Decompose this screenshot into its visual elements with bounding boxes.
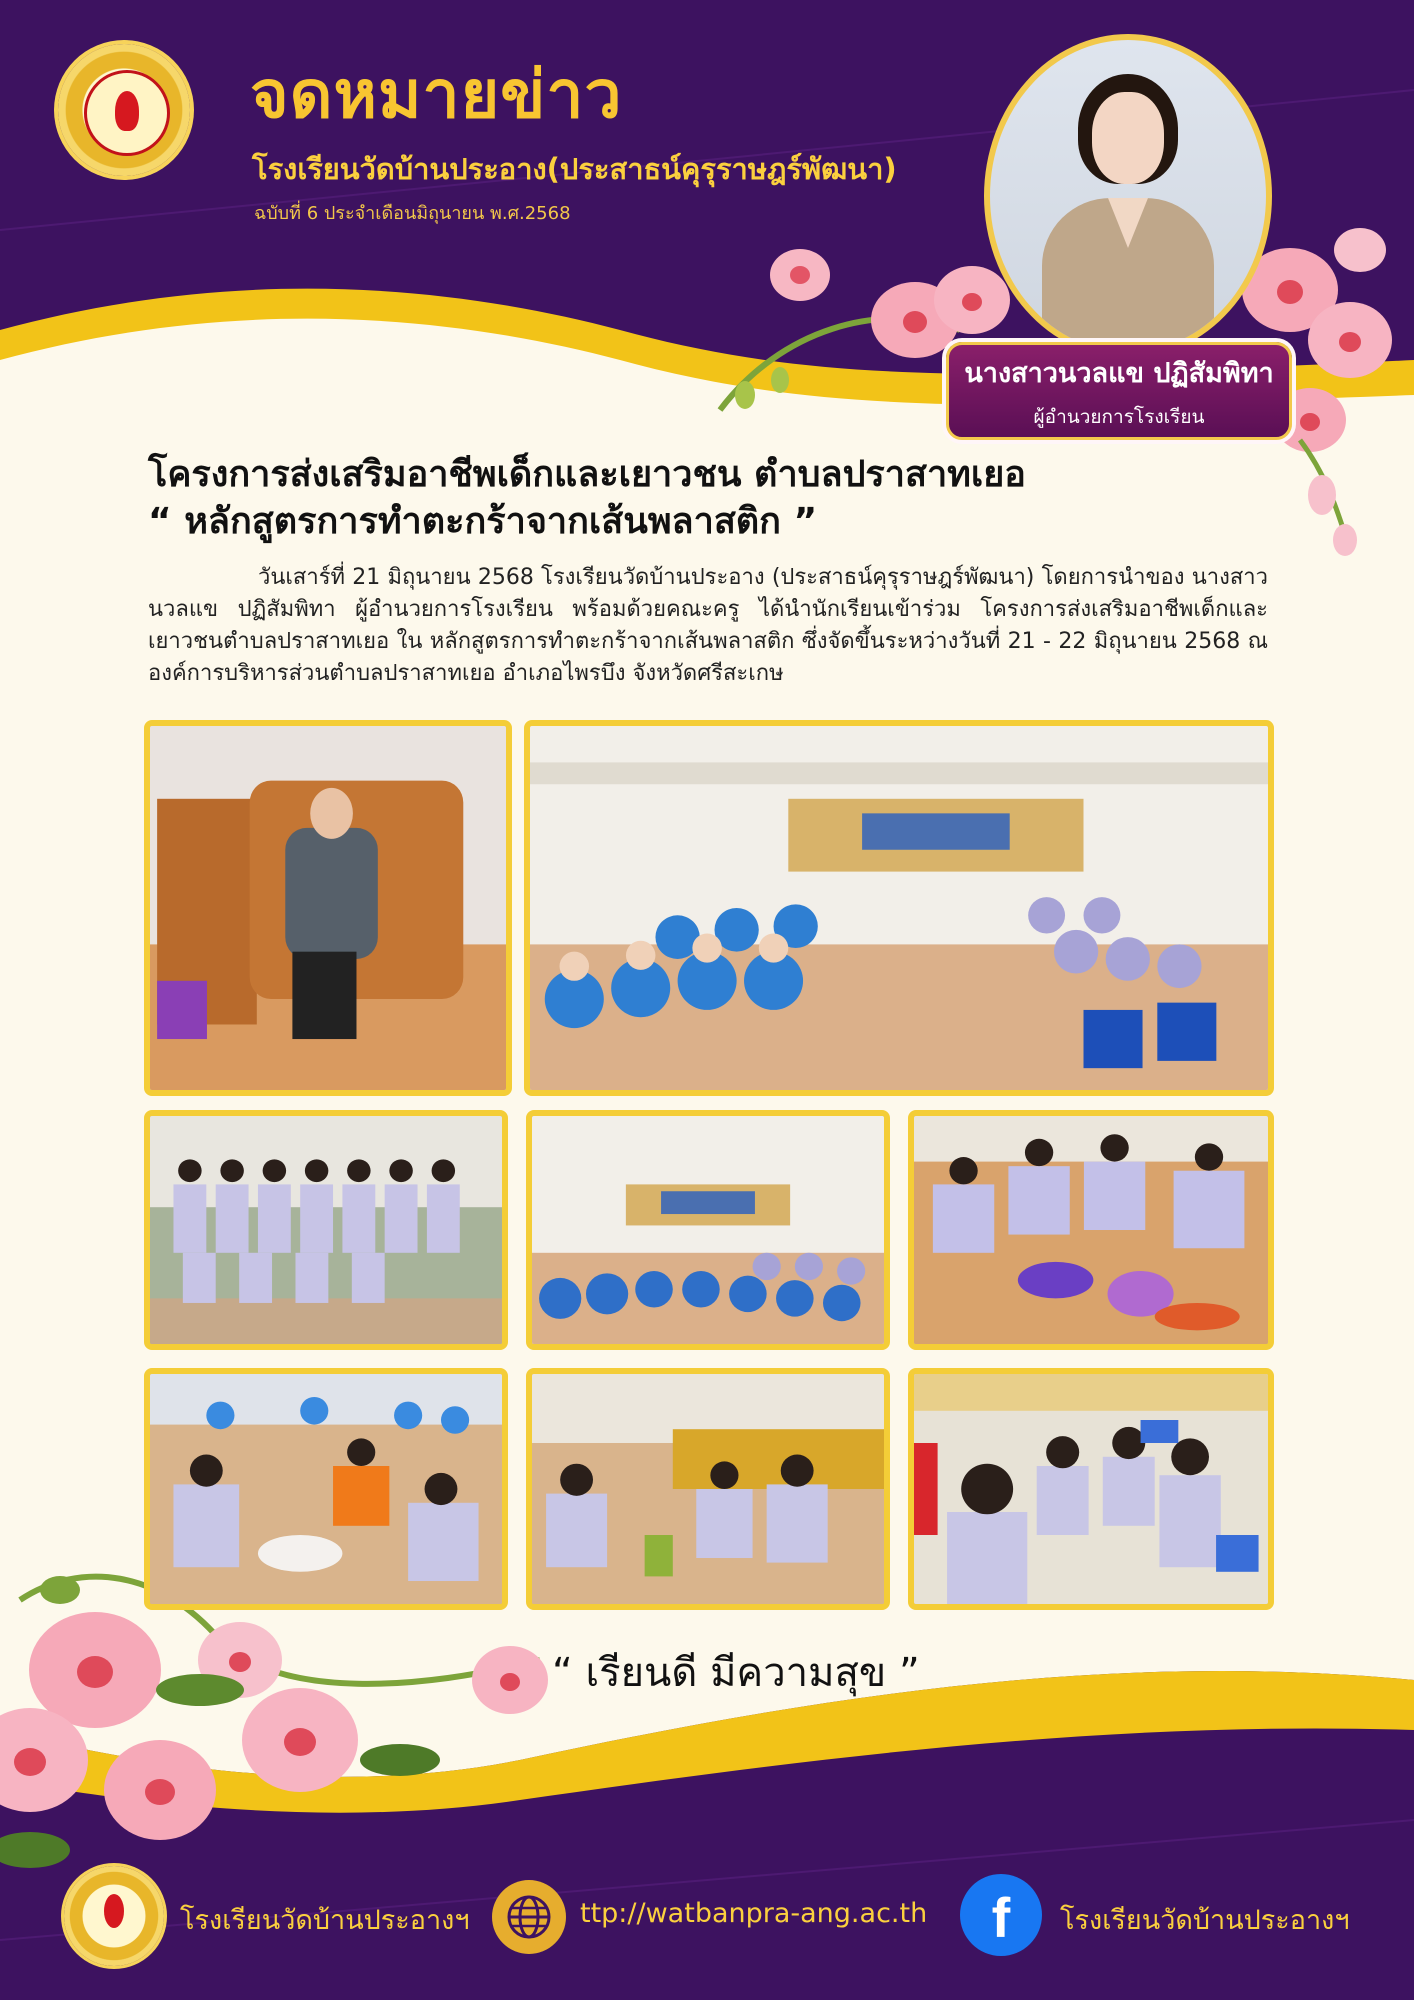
photo-group-students: [144, 1110, 508, 1350]
school-logo: [58, 44, 190, 176]
headline-line-1: โครงการส่งเสริมอาชีพเด็กและเยาวชน ตำบลปราสาทเยอ: [148, 454, 1026, 495]
article-body: วันเสาร์ที่ 21 มิถุนายน 2568 โรงเรียนวัดบ้านประอาง (ประสาธน์คุรุราษฎร์พัฒนา) โดยการนำของ นางสาวนวลแข ปฏิสัมพิทา ผู้อำนวยการโรงเรียน พร้อมด้วยคณะครู ได้นำนักเรียนเข้าร่วม โครงการส่งเสริมอาชีพเด็กและเยาวชนตำบลปราสาทเยอ ใน หลักสูตรการทำตะกร้าจากเส้นพลาสติก ซึ่งจัดขึ้นระหว่างวันที่ 21 - 22 มิถุนายน 2568 ณ องค์การบริหารส่วนตำบลปราสาทเยอ อำเภอไพรบึง จังหวัดศรีสะเกษ: [148, 565, 1268, 686]
footer-school-logo: [64, 1866, 164, 1966]
facebook-icon[interactable]: f: [960, 1874, 1042, 1956]
photo-weaving-3: [526, 1368, 890, 1610]
photo-director-seated: [144, 720, 512, 1096]
photo-weaving-2: [144, 1368, 508, 1610]
photo-hall-back-view: [526, 1110, 890, 1350]
website-link[interactable]: ttp://watbanpra-ang.ac.th: [580, 1898, 928, 1929]
photo-hall-students: [524, 720, 1274, 1096]
issue-label: ฉบับที่ 6 ประจำเดือนมิถุนายน พ.ศ.2568: [254, 203, 571, 224]
facebook-page-link[interactable]: โรงเรียนวัดบ้านประอางฯ: [1060, 1905, 1350, 1936]
director-name: นางสาวนวลแข ปฏิสัมพิทา: [964, 358, 1274, 389]
school-motto: “ เรียนดี มีความสุข ”: [552, 1650, 920, 1696]
article-headline: [148, 452, 1026, 546]
director-portrait: [984, 34, 1272, 358]
photo-students-seated: [908, 1368, 1274, 1610]
globe-icon: [492, 1880, 566, 1954]
photo-weaving-1: [908, 1110, 1274, 1350]
headline-line-2: “ หลักสูตรการทำตะกร้าจากเส้นพลาสติก ”: [148, 500, 818, 542]
newsletter-title: จดหมายข่าว: [250, 56, 623, 133]
director-name-plate: [946, 342, 1292, 440]
school-name: โรงเรียนวัดบ้านประอาง(ประสาธน์คุรุราษฎร์พัฒนา): [252, 152, 897, 186]
footer-school-link[interactable]: โรงเรียนวัดบ้านประอางฯ: [180, 1905, 470, 1936]
director-role: ผู้อำนวยการโรงเรียน: [1033, 406, 1205, 428]
